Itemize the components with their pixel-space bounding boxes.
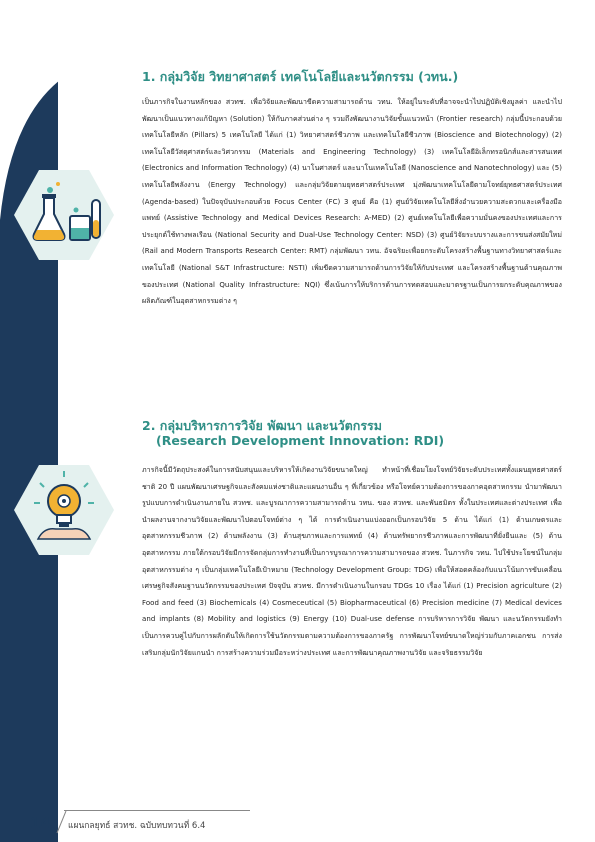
science-lab-icon: [14, 170, 114, 260]
section-2-body: ภารกิจนี้มีวัตถุประสงค์ในการสนับสนุนและบริหารให้เกิดงานวิจัยขนาดใหญ่ ทำหน้าที่เชื่อมโยงโจทย์วิจัยระดับประเทศทั้งแผนยุทธศาสตร์ชาติ 20 ปี แผนพัฒนาเศรษฐกิจและสังคมแห่งชาติและแผนงานอื่น ๆ ที่เกี่ยวข้อง หรือโจทย์ความต้องการของภาคอุตสาหกรรม นำมาพัฒนารูปแบบการดำเนินงานภายใน สวทช. และบูรณาการความสามารถด้าน วทน. ของ สวทช. และพันธมิตร ทั้งในประเทศและต่างประเทศ เพื่อนำผลงานจากงานวิจัยและพัฒนาไปตอบโจทย์ต่าง ๆ ได้ การดำเนินงานแบ่งออกเป็นกรอบวิจัย 5 ด้าน ได้แก่ (1) ด้านเกษตรและอุตสาหกรรมชีวภาพ (2) ด้านพลังงาน (3) ด้านสุขภาพและการแพทย์ (4) ด้านทรัพยากรชีวภาพและการพัฒนาที่ยั่งยืนและ (5) ด้านอุตสาหกรรม ภายใต้กรอบวิจัยมีการจัดกลุ่มการทำงานที่เป็นการบูรณาการความสามารถของ สวทช. ในภารกิจ วทน. ไปใช้ประโยชน์ในกลุ่มอุตสาหกรรมต่าง ๆ เป็นกลุ่มเทคโนโลยีเป้าหมาย (Technology Development Group: TDG) เพื่อให้สอดคล้องกับแนวโน้มการขับเคลื่อนเศรษฐกิจสังคมฐานนวัตกรรมของประเทศ ปัจจุบัน สวทช. มีการดำเนินงานในกรอบ TDGs 10 เรื่อง ได้แก่ (1) Precision agriculture (2) Food and feed (3) Biochemicals (4) Cosmeceutical (5) Biopharmaceutical (6) Precision medicine (7) Medical devices and implants (8) Mobility and logistics (9) Energy (10) Dual-use defense การบริหารการวิจัย พัฒนา และนวัตกรรมยังทำเป็นการควบคู่ไปกับการผลักดันให้เกิดการใช้นวัตกรรมตามความต้องการของภาครัฐ การพัฒนาโจทย์ขนาดใหญ่ร่วมกับภาคเอกชน การส่งเสริมกลุ่มนักวิจัยแกนนำ การสร้างความร่วมมือระหว่างประเทศ และการพัฒนาคุณภาพงานวิจัย และจริยธรรมวิจัย: [142, 466, 562, 657]
section-1-body: เป็นภารกิจในงานหลักของ สวทช. เพื่อวิจัยและพัฒนาขีดความสามารถด้าน วทน. ให้อยู่ในระดับที่อาจจะนำไปปฏิบัติเชิงมูลค่า และนำไปพัฒนาเป็นแนวทางแก้ปัญหา (Solution) ให้กับภาคส่วนต่าง ๆ รวมถึงพัฒนางานวิจัยขั้นแนวหน้า (Frontier research) กลุ่มนี้ประกอบด้วยเทคโนโลยีหลัก (Pillars) 5 เทคโนโลยี ได้แก่ (1) วิทยาศาสตร์ชีวภาพ และเทคโนโลยีชีวภาพ (Bioscience and Biotechnology) (2) เทคโนโลยีวัสดุศาสตร์และวิศวกรรม (Materials and Engineering Technology) (3) เทคโนโลยีอิเล็กทรอนิกส์และสารสนเทศ (Electronics and Information Technology) (4) นาโนศาสตร์ และนาโนเทคโนโลยี (Nanoscience and Nanotechnology) และ (5) เทคโนโลยีพลังงาน (Energy Technology) และกลุ่มวิจัยตามยุทธศาสตร์ประเทศ มุ่งพัฒนาเทคโนโลยีตามโจทย์ยุทธศาสตร์ประเทศ (Agenda-based) ในปัจจุบันประกอบด้วย Focus Center (FC) 3 ศูนย์ คือ (1) ศูนย์วิจัยเทคโนโลยีสิ่งอำนวยความสะดวกและเครื่องมือแพทย์ (Assistive Technology and Medical Devices Research: A-MED) (2) ศูนย์เทคโนโลยีเพื่อความมั่นคงของประเทศและการประยุกต์ใช้ทางพลเรือน (National Security and Dual-Use Technology Center: NSD) (3) ศูนย์วิจัยระบบรางและการขนส่งสมัยใหม่ (Rail and Modern Transports Research Center: RMT) กลุ่มพัฒนา วทน. อัจฉริยะเพื่อยกระดับโครงสร้างพื้นฐานทางวิทยาศาสตร์และเทคโนโลยี (National S&T Infrastructure: NSTI) เพิ่มขีดความสามารถด้านการวิจัยให้กับประเทศ และโครงสร้างพื้นฐานด้านคุณภาพของประเทศ (National Quality Infrastructure: NQI) ซึ่งเน้นการให้บริการด้านการทดสอบและมาตรฐานเป็นการยกระดับคุณภาพของผลิตภัณฑ์ในอุตสาหกรรมต่าง ๆ: [142, 98, 562, 306]
left-decorative-band: [0, 0, 58, 842]
section-2-title: [142, 418, 562, 448]
section-1-title: 1. กลุ่มวิจัย วิทยาศาสตร์ เทคโนโลยีและนวัตกรรม (วทน.): [142, 69, 459, 84]
page-number: 14: [30, 814, 51, 832]
footer-rule: [64, 810, 250, 811]
footer-document-title: แผนกลยุทธ์ สวทช. ฉบับทบทวนที่ 6.4: [68, 821, 206, 831]
page-footer: [0, 810, 595, 834]
section-2-subtitle: (Research Development Innovation: RDI): [156, 433, 445, 448]
footer-divider-slash: [54, 810, 68, 834]
section-2-title-main: 2. กลุ่มบริหารการวิจัย พัฒนา และนวัตกรรม: [142, 418, 383, 433]
band-curve-decoration: [0, 0, 58, 842]
innovation-bulb-icon: [14, 465, 114, 555]
